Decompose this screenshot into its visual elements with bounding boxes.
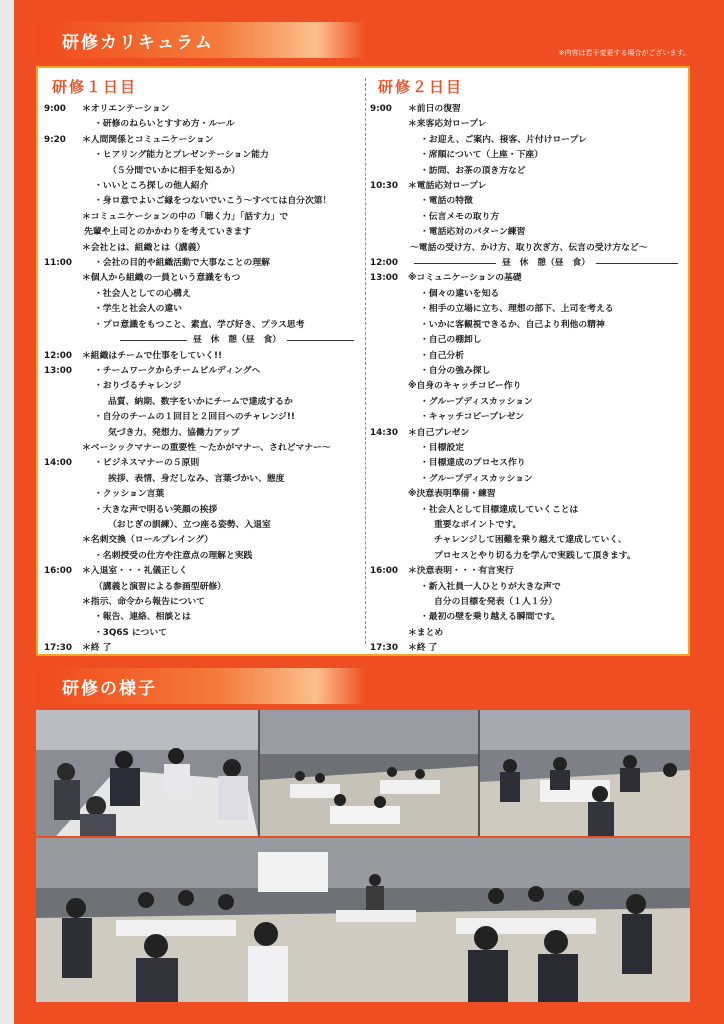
schedule-time [44, 179, 82, 194]
schedule-item: ＊コミュニケーションの中の「聴く力」「話す力」で [82, 211, 289, 222]
schedule-row [44, 194, 360, 209]
schedule-time: 11:00 [44, 258, 73, 269]
schedule-item: ・自分のチームの１回目と２回目へのチャレンジ!! [94, 412, 295, 423]
schedule-time [44, 271, 82, 286]
schedule-time [44, 302, 82, 317]
schedule-time: 12:00 [44, 350, 73, 361]
schedule-time: 9:00 [44, 104, 66, 114]
schedule-row [44, 410, 360, 425]
schedule-item: ・おりづるチャレンジ [94, 381, 182, 392]
schedule-time [370, 287, 408, 302]
schedule-time [370, 133, 408, 148]
schedule-row [370, 410, 684, 425]
schedule-row [44, 210, 360, 225]
schedule-item: ＊名刺交換（ロールプレイング） [82, 535, 214, 546]
schedule-row [370, 333, 684, 348]
schedule-time: 10:30 [370, 181, 399, 192]
schedule-time: 13:00 [370, 273, 399, 284]
schedule-time [44, 287, 82, 302]
schedule-item: ・会社の目的や組織活動で大事なことの理解 [94, 258, 270, 269]
schedule-row [370, 580, 684, 595]
schedule-row [370, 318, 684, 333]
schedule-time: 9:20 [44, 134, 66, 145]
schedule-item: ・身ロ意でよいご縁をつないでいこう～すべては自分次第！ [94, 196, 332, 207]
scene-heading [36, 668, 366, 704]
schedule-row [44, 580, 360, 595]
schedule-item: ・電話の特徴 [420, 196, 473, 207]
schedule-row [370, 225, 684, 240]
schedule-time [370, 595, 408, 610]
schedule-row [370, 626, 684, 641]
photo-wide [36, 838, 690, 1002]
schedule-row [370, 472, 684, 487]
schedule-item: ・新入社員一人ひとりが大きな声で [420, 581, 561, 592]
day2-title: 研修２日目 [378, 78, 464, 96]
schedule-row [44, 441, 360, 456]
schedule-time [44, 241, 82, 256]
lunch-break-label: 昼 休 憩（昼 食） [193, 335, 281, 346]
schedule-row [44, 133, 360, 148]
schedule-item: ＊個人から組織の一員という意識をもつ [82, 273, 241, 284]
schedule-item: ・席順について（上座・下座） [420, 150, 543, 161]
schedule-item: ～電話の受け方、かけ方、取り次ぎ方、伝言の受け方など～ [410, 242, 648, 253]
schedule-item: ・グループディスカッション [420, 473, 533, 484]
schedule-row [370, 287, 684, 302]
schedule-row [370, 595, 684, 610]
schedule-item: ・自己分析 [420, 350, 464, 361]
schedule-row [370, 395, 684, 410]
curriculum-panel [36, 66, 690, 656]
schedule-item: ※コミュニケーションの基礎 [408, 273, 522, 284]
schedule-item: ・学生と社会人の違い [94, 304, 182, 315]
schedule-time [44, 610, 82, 625]
schedule-row [370, 102, 684, 117]
training-photo-4 [36, 838, 690, 1002]
schedule-item: 先輩や上司とのかかわりを考えていきます [84, 227, 252, 238]
schedule-time [370, 225, 408, 240]
schedule-time [44, 148, 82, 163]
schedule-item: ・個々の違いを知る [420, 288, 500, 299]
schedule-row [370, 426, 684, 441]
schedule-time [370, 503, 408, 518]
schedule-row [44, 241, 360, 256]
schedule-row [44, 148, 360, 163]
schedule-item: ・いかに客観視できるか、自己より利他の精神 [420, 319, 605, 330]
schedule-item: ・ヒアリング能力とプレゼンテーション能力 [94, 150, 269, 161]
schedule-row [44, 503, 360, 518]
schedule-row [370, 241, 684, 256]
schedule-item: ＊前日の復習 [408, 104, 461, 114]
schedule-time: 9:00 [370, 104, 392, 114]
schedule-item: チャレンジして困難を乗り越えて達成していく、 [434, 535, 627, 546]
day1-schedule [44, 102, 360, 657]
schedule-time [370, 487, 408, 502]
lunch-break-label: 昼 休 憩（昼 食） [502, 258, 590, 269]
schedule-time [44, 410, 82, 425]
day2-schedule [370, 102, 684, 657]
schedule-row [44, 364, 360, 379]
schedule-time [370, 164, 408, 179]
schedule-time: 16:00 [44, 566, 73, 577]
schedule-time [370, 533, 408, 548]
scene-heading-text: 研修の様子 [62, 678, 157, 699]
schedule-item: 自分の目標を発表（１人１分） [434, 597, 558, 607]
page-left-edge [0, 0, 14, 1024]
schedule-row [44, 271, 360, 286]
schedule-row [370, 302, 684, 317]
schedule-row [44, 487, 360, 502]
schedule-time: 14:00 [44, 458, 73, 469]
photo-strip-top [36, 710, 690, 836]
schedule-row [370, 441, 684, 456]
schedule-row [370, 148, 684, 163]
schedule-row [44, 164, 360, 179]
schedule-item: ・お迎え、ご案内、接客、片付けロープレ [420, 134, 587, 145]
schedule-item: ・ビジネスマナーの５原則 [94, 458, 200, 469]
schedule-item: ・社会人として目標達成していくことは [420, 504, 579, 515]
schedule-row [44, 225, 360, 240]
schedule-time [370, 148, 408, 163]
schedule-time [44, 503, 82, 518]
schedule-row [370, 564, 684, 579]
schedule-time [370, 626, 408, 641]
schedule-item: ＊人間関係とコミュニケーション [82, 134, 214, 145]
schedule-item: ※決意表明準備・練習 [408, 489, 496, 500]
schedule-row [370, 533, 684, 548]
break-rule [414, 263, 496, 264]
curriculum-heading-text: 研修カリキュラム [62, 32, 214, 53]
schedule-time [44, 426, 82, 441]
schedule-row [370, 364, 684, 379]
schedule-item: ＊決意表明・・・有言実行 [408, 566, 514, 577]
schedule-row [44, 472, 360, 487]
schedule-time [44, 194, 82, 209]
schedule-item: ・相手の立場に立ち、理想の部下、上司を考える [420, 304, 614, 315]
training-photo-3 [480, 710, 690, 836]
schedule-time [370, 518, 408, 533]
schedule-time [44, 472, 82, 487]
schedule-row [370, 610, 684, 625]
schedule-item: ・社会人としての心構え [94, 288, 191, 299]
schedule-item: ＊電話応対ロープレ [408, 181, 487, 192]
schedule-time [44, 395, 82, 410]
schedule-time [44, 164, 82, 179]
schedule-row [370, 164, 684, 179]
schedule-time [370, 364, 408, 379]
schedule-row [370, 271, 684, 286]
schedule-time [370, 472, 408, 487]
schedule-item: ・自己の棚卸し [420, 335, 482, 346]
schedule-row [44, 549, 360, 564]
schedule-item: ＊終 了 [82, 643, 112, 654]
schedule-item: （おじぎの訓練）、立つ座る姿勢、入退室 [108, 519, 271, 530]
schedule-time [44, 225, 82, 240]
schedule-time [44, 117, 82, 132]
schedule-row [370, 641, 684, 656]
schedule-item: ＊会社とは、組織とは（講義） [82, 242, 206, 253]
schedule-item: ＊まとめ [408, 627, 444, 638]
schedule-time: 17:30 [370, 643, 399, 654]
schedule-row [44, 641, 360, 656]
schedule-item: ・グループディスカッション [420, 396, 533, 407]
schedule-time [370, 549, 408, 564]
schedule-item: ・いいところ探しの他人紹介 [94, 181, 209, 192]
schedule-time [370, 395, 408, 410]
schedule-row [44, 179, 360, 194]
schedule-row [370, 487, 684, 502]
schedule-row [370, 117, 684, 132]
schedule-time [370, 210, 408, 225]
training-photo-2 [260, 710, 478, 836]
schedule-time [44, 533, 82, 548]
schedule-item: ・プロ意識をもつこと、素直、学び好き、プラス思考 [94, 319, 305, 330]
schedule-item: ＊オリエンテーション [82, 104, 170, 114]
schedule-time [370, 333, 408, 348]
schedule-time [370, 194, 408, 209]
schedule-item: 重要なポイントです。 [434, 519, 522, 530]
schedule-item: ・伝言メモの取り方 [420, 211, 500, 222]
schedule-row [370, 133, 684, 148]
schedule-item: ・キャッチコピープレゼン [420, 412, 525, 423]
day1-title: 研修１日目 [52, 78, 138, 96]
column-divider [365, 78, 366, 644]
schedule-time: 16:00 [370, 566, 399, 577]
schedule-time [370, 117, 408, 132]
schedule-item: プロセスとやり切る力を学んで実践して頂きます。 [434, 550, 636, 561]
schedule-row [370, 503, 684, 518]
schedule-row [44, 564, 360, 579]
schedule-time: 14:30 [370, 427, 399, 438]
schedule-time [370, 349, 408, 364]
schedule-time [44, 379, 82, 394]
schedule-time [44, 626, 82, 641]
schedule-row [44, 395, 360, 410]
schedule-time [370, 379, 408, 394]
schedule-time [370, 456, 408, 471]
break-rule [120, 340, 187, 341]
schedule-time [44, 595, 82, 610]
schedule-row [44, 287, 360, 302]
schedule-time [370, 410, 408, 425]
schedule-row [44, 117, 360, 132]
schedule-item: ＊ベーシックマナーの重要性 ～たかがマナー、されどマナー～ [82, 442, 331, 453]
schedule-item: ＊来客応対ロープレ [408, 119, 487, 130]
schedule-row [370, 518, 684, 533]
schedule-row [44, 349, 360, 364]
schedule-item: 品質、納期、数字をいかにチームで達成するか [108, 396, 293, 407]
schedule-item: ・訪問、お茶の頂き方など [420, 165, 526, 176]
schedule-row [44, 456, 360, 471]
schedule-row [370, 379, 684, 394]
schedule-row [370, 194, 684, 209]
schedule-row [370, 549, 684, 564]
schedule-item: ※自身のキャッチコピー作り [408, 381, 522, 392]
schedule-item: 挨拶、表情、身だしなみ、言葉づかい、態度 [108, 473, 285, 484]
schedule-item: ・自分の強み探し [420, 365, 491, 376]
schedule-item: ・クッション言葉 [94, 489, 165, 500]
schedule-item: ＊組織はチームで仕事をしていく!! [82, 350, 222, 361]
schedule-item: （講義と演習による参画型研修） [94, 581, 226, 592]
schedule-row [370, 179, 684, 194]
schedule-item: ＊入退室・・・礼儀正しく [82, 566, 188, 577]
schedule-item: （５分間でいかに相手を知るか） [108, 165, 240, 176]
schedule-item: ・報告、連絡、相談とは [94, 612, 191, 623]
schedule-time: 12:00 [370, 258, 399, 269]
schedule-time: 13:00 [44, 365, 73, 376]
schedule-time [44, 487, 82, 502]
schedule-row [44, 626, 360, 641]
break-rule [596, 263, 678, 264]
schedule-row [370, 210, 684, 225]
schedule-item: ・最初の壁を乗り越える瞬間です。 [420, 612, 561, 623]
schedule-row [44, 379, 360, 394]
schedule-time [44, 518, 82, 533]
schedule-item: ・目標達成のプロセス作り [420, 458, 526, 469]
schedule-time [370, 580, 408, 595]
schedule-row [370, 456, 684, 471]
schedule-item: ・目標設定 [420, 442, 464, 453]
schedule-row [44, 256, 360, 271]
schedule-time [44, 580, 82, 595]
schedule-time [44, 318, 82, 333]
schedule-time [44, 549, 82, 564]
schedule-time: 17:30 [44, 643, 73, 654]
schedule-item: ・電話応対のパターン練習 [420, 227, 526, 238]
training-photo-1 [36, 710, 258, 836]
schedule-item: ＊終 了 [408, 643, 438, 654]
schedule-item: ・名刺授受の仕方や注意点の理解と実践 [94, 550, 253, 561]
schedule-row [44, 518, 360, 533]
schedule-item: ＊自己プレゼン [408, 427, 470, 438]
schedule-item: ＊指示、命令から報告について [82, 597, 205, 607]
schedule-time [370, 302, 408, 317]
schedule-time [44, 210, 82, 225]
schedule-time [370, 318, 408, 333]
schedule-time [370, 441, 408, 456]
change-notice: ※内容は若干変更する場合がございます。 [558, 49, 690, 57]
schedule-row [44, 595, 360, 610]
schedule-time [370, 241, 408, 256]
schedule-row [44, 610, 360, 625]
schedule-item: 気づき力、発想力、協働力アップ [108, 427, 240, 438]
break-rule [287, 340, 354, 341]
schedule-row [44, 426, 360, 441]
schedule-time [44, 441, 82, 456]
schedule-time [370, 610, 408, 625]
schedule-item: ・大きな声で明るい笑顔の挨拶 [94, 504, 218, 515]
schedule-row [44, 302, 360, 317]
lunch-break-row [44, 333, 360, 348]
schedule-row [44, 533, 360, 548]
schedule-item: ・チームワークからチームビルディングへ [94, 365, 261, 376]
lunch-break-row [370, 256, 684, 271]
schedule-row [44, 102, 360, 117]
schedule-row [370, 349, 684, 364]
schedule-item: ・3Q6S について [94, 627, 167, 638]
curriculum-heading [36, 22, 366, 58]
schedule-item: ・研修のねらいとすすめ方・ルール [94, 119, 235, 130]
schedule-row [44, 318, 360, 333]
